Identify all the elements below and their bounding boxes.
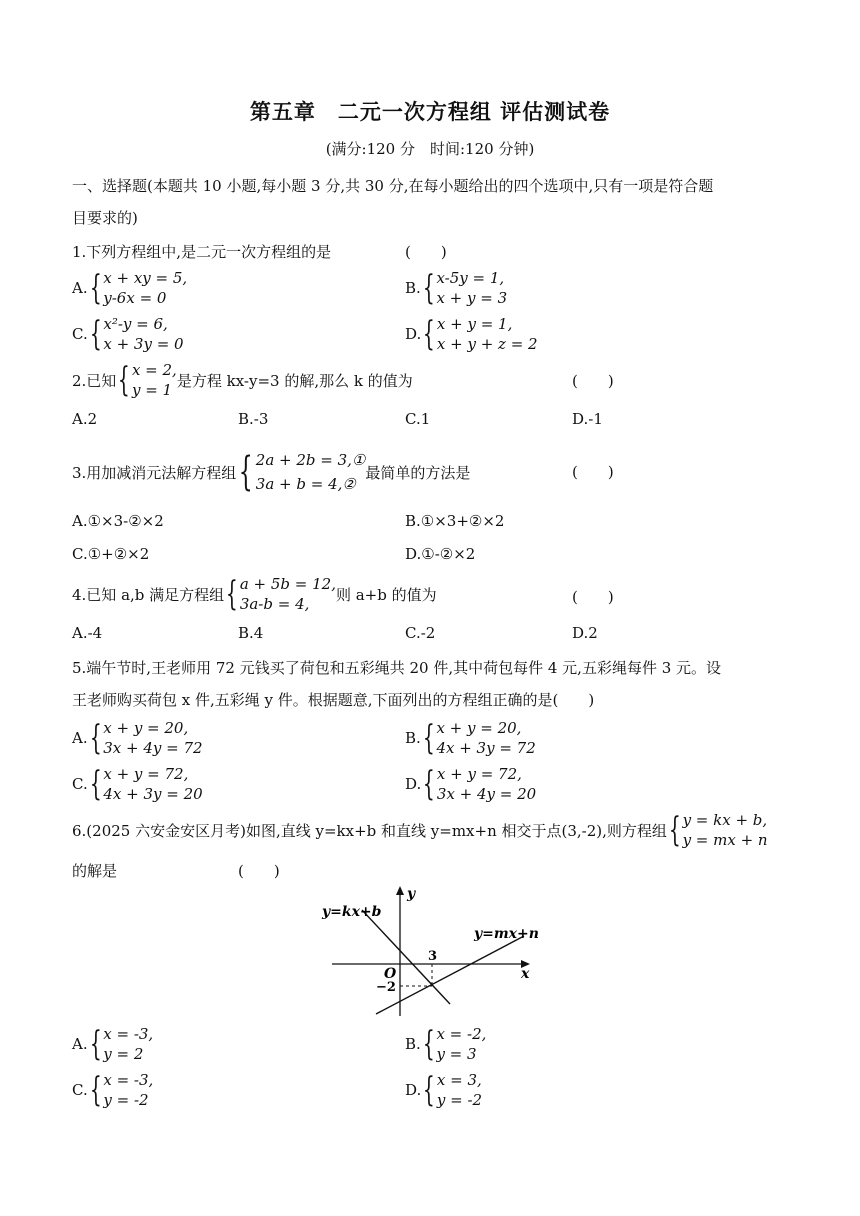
y-axis-arrow-icon (396, 886, 404, 895)
q6-stem-line1 (72, 810, 768, 850)
q1-stem-text: 1.下列方程组中,是二元一次方程组的是 (72, 243, 332, 261)
q1-option-d[interactable] (405, 314, 538, 354)
equation: 2a + 2b = 3,① (255, 451, 366, 469)
equation: y = -2 (436, 1091, 483, 1109)
q2-option-b[interactable]: B.-3 (238, 410, 269, 428)
q3-option-d[interactable]: D.①-②×2 (405, 545, 476, 563)
q4-prefix: 4.已知 a,b 满足方程组 (72, 585, 225, 604)
equation: x + y = 72, (103, 765, 189, 783)
equation: y = 3 (436, 1045, 477, 1063)
option-label: C. (72, 775, 88, 793)
equation: x-5y = 1, (436, 269, 505, 287)
brace-icon: { (423, 1070, 436, 1110)
equation: x + y = 72, (436, 765, 522, 783)
equation: 3a-b = 4, (239, 595, 310, 613)
option-label: D. (405, 775, 422, 793)
label-line-mx-n: y=mx+n (474, 926, 539, 942)
q6-answer-blank: ( ) (238, 862, 280, 880)
equation: y = 1 (131, 381, 173, 399)
equation: y-6x = 0 (103, 289, 167, 307)
equation: 3x + 4y = 20 (436, 785, 537, 803)
q6-option-b[interactable] (405, 1024, 486, 1064)
equation: x = -2, (436, 1025, 487, 1043)
equation: x + y = 3 (436, 289, 508, 307)
q2-suffix: 是方程 kx-y=3 的解,那么 k 的值为 (176, 371, 413, 390)
q5-option-c[interactable] (72, 764, 203, 804)
q3-option-c[interactable]: C.①+②×2 (72, 545, 150, 563)
q2-answer-blank: ( ) (572, 372, 614, 390)
brace-icon: { (423, 764, 436, 804)
equation: x + xy = 5, (103, 269, 188, 287)
option-label: C. (72, 325, 88, 343)
option-label: D. (405, 1081, 422, 1099)
brace-icon: { (422, 268, 435, 308)
q3-stem (72, 448, 470, 496)
q5-option-d[interactable] (405, 764, 536, 804)
equation: x = -3, (103, 1071, 154, 1089)
section-heading-line2: 目要求的) (72, 209, 138, 227)
q5-stem-line1: 5.端午节时,王老师用 72 元钱买了荷包和五彩绳共 20 件,其中荷包每件 4 元,五彩绳每件 3 元。设 (72, 659, 722, 677)
brace-icon: { (118, 360, 131, 400)
q4-option-d[interactable]: D.2 (572, 624, 598, 642)
page-title: 第五章 二元一次方程组 评估测试卷 (249, 100, 611, 124)
equation: y = kx + b, (682, 811, 768, 829)
origin-label: O (384, 966, 397, 982)
q3-answer-blank: ( ) (572, 463, 614, 481)
brace-icon: { (89, 764, 102, 804)
brace-icon: { (422, 718, 435, 758)
q6-figure (318, 880, 548, 1020)
q5-stem-text: 王老师购买荷包 x 件,五彩绳 y 件。根据题意,下面列出的方程组正确的是 (72, 691, 553, 709)
option-label: D. (405, 325, 422, 343)
q2-prefix: 2.已知 (72, 371, 117, 390)
q4-option-a[interactable]: A.-4 (72, 624, 103, 642)
q1-option-c[interactable] (72, 314, 184, 354)
equation: y = 2 (103, 1045, 144, 1063)
x-axis-label: x (521, 966, 530, 982)
q6-option-a[interactable] (72, 1024, 153, 1064)
q6-option-d[interactable] (405, 1070, 482, 1110)
brace-icon: { (226, 574, 238, 614)
tick-label-y: −2 (376, 980, 396, 995)
equation: x = 2, (131, 361, 177, 379)
q5-answer-blank: ( ) (552, 691, 595, 709)
brace-icon: { (89, 314, 102, 354)
label-line-kx-b: y=kx+b (322, 904, 382, 920)
q2-stem (72, 360, 413, 400)
equation: a + 5b = 12, (239, 575, 336, 593)
option-label: B. (405, 279, 421, 297)
q4-answer-blank: ( ) (572, 588, 614, 606)
equation: 3a + b = 4,② (255, 475, 356, 493)
brace-icon: { (668, 810, 681, 850)
q3-suffix: 最简单的方法是 (365, 463, 471, 482)
y-axis-label: y (407, 886, 416, 902)
equation: 3x + 4y = 72 (103, 739, 203, 757)
q3-option-b[interactable]: B.①×3+②×2 (405, 512, 505, 530)
brace-icon: { (89, 1024, 102, 1064)
q6-stem-line2 (72, 861, 280, 881)
q5-option-b[interactable] (405, 718, 536, 758)
tick-label-x: 3 (428, 949, 438, 964)
q4-stem (72, 574, 437, 614)
q2-option-c[interactable]: C.1 (405, 410, 431, 428)
page-subtitle: (满分:120 分 时间:120 分钟) (325, 140, 535, 158)
equation: 4x + 3y = 72 (436, 739, 536, 757)
option-label: B. (405, 1035, 421, 1053)
q4-suffix: 则 a+b 的值为 (335, 585, 437, 604)
brace-icon: { (423, 314, 436, 354)
q3-option-a[interactable]: A.①×3-②×2 (72, 512, 164, 530)
brace-icon: { (89, 1070, 102, 1110)
q5-stem-line2 (72, 690, 594, 710)
q4-option-c[interactable]: C.-2 (405, 624, 436, 642)
equation: x + y = 20, (103, 719, 189, 737)
equation: y = -2 (103, 1091, 149, 1109)
brace-icon: { (89, 268, 102, 308)
equation: x + y = 1, (436, 315, 513, 333)
q6-option-c[interactable] (72, 1070, 153, 1110)
q6-stem-text2: 的解是 (72, 862, 118, 880)
option-label: A. (72, 1035, 88, 1053)
q3-prefix: 3.用加减消元法解方程组 (72, 463, 237, 482)
equation: x + y + z = 2 (436, 335, 538, 353)
option-label: A. (72, 729, 88, 747)
q5-option-a[interactable] (72, 718, 203, 758)
q1-answer-blank: ( ) (405, 243, 447, 261)
brace-icon: { (89, 718, 102, 758)
q2-option-a[interactable]: A.2 (72, 410, 98, 428)
option-label: B. (405, 729, 421, 747)
q1-option-a[interactable] (72, 268, 187, 308)
equation: x = 3, (436, 1071, 482, 1089)
brace-icon: { (239, 449, 254, 495)
q1-option-b[interactable] (405, 268, 507, 308)
q6-stem-text: 6.(2025 六安金安区月考)如图,直线 y=kx+b 和直线 y=mx+n 相交于点(3,-2),则方程组 (72, 821, 667, 840)
equation: x + 3y = 0 (103, 335, 184, 353)
equation: 4x + 3y = 20 (103, 785, 203, 803)
q1-stem (72, 242, 447, 262)
q4-option-b[interactable]: B.4 (238, 624, 264, 642)
equation: x = -3, (103, 1025, 154, 1043)
section-heading-line1: 一、选择题(本题共 10 小题,每小题 3 分,共 30 分,在每小题给出的四个选项中,只有一项是符合题 (72, 177, 714, 195)
equation: y = mx + n (682, 831, 768, 849)
q2-option-d[interactable]: D.-1 (572, 410, 603, 428)
option-label: A. (72, 279, 88, 297)
option-label: C. (72, 1081, 88, 1099)
brace-icon: { (422, 1024, 435, 1064)
equation: x²-y = 6, (103, 315, 168, 333)
equation: x + y = 20, (436, 719, 522, 737)
